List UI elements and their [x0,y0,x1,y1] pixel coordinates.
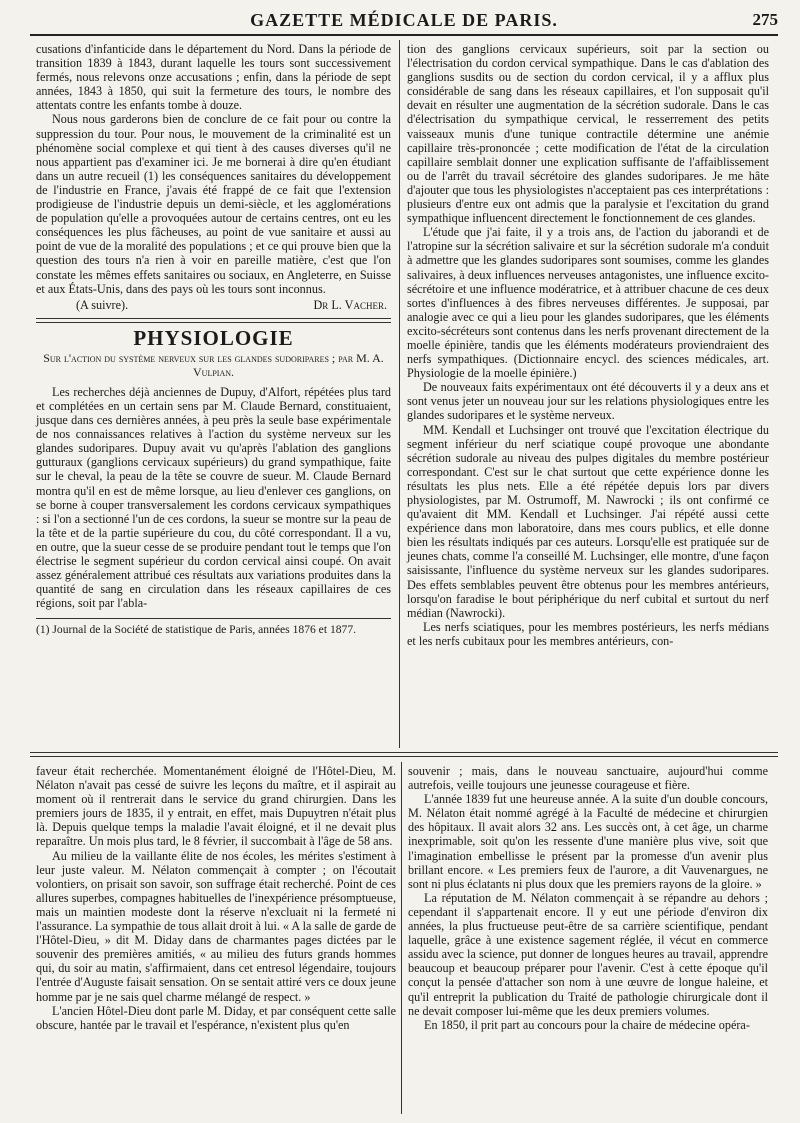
paragraph: Au milieu de la vaillante élite de nos écoles, les mérites s'estiment à leur juste valeur. M. Nélaton commençait à compter ; on l'écoutait volontiers, on prisait son savoir, son suffrage était recherché. Point de ces allures superbes, compagnes habituelles de l'inexpérience présomptueuse, mais un maintien modeste dont la réserve n'excluait ni la fermeté ni l'assurance. La sympathie de tous allait droit à lui. « A la salle de garde de l'Hôtel-Dieu, » dit M. Diday dans de charmantes pages dictées par le souvenir des premières amitiés, « au milieu des futurs grands hommes qui, du soir au matin, s'affirmaient, dans cet entresol légendaire, toujours l'entrée d'Auguste faisait sensation. On se sentait attiré vers ce doux jeune homme par je ne sais quel charme mélangé de respect. » [36,848,396,1004]
article-subtitle: Sur l'action du système nerveux sur les glandes sudoripares ; par M. A. Vulpian. [43,350,384,379]
column-divider [401,762,402,1114]
author-signature: Dr L. Vacher. [313,297,387,312]
paragraph: Les recherches déjà anciennes de Dupuy, d'Alfort, répétées plus tard et complétées en un certain sens par M. Claude Bernard, constituaient, jusque dans ces dernières années, à peu près la seule base expérimentale de nos connaissances relatives à l'action du système nerveux sur les glandes sudoripares. Dupuy avait vu qu'après l'ablation des ganglions gutturaux (ganglions cervicaux supérieurs) du grand sympathique, faite sur le cheval, la peau de la tête se couvre de sueur. M. Claude Bernard montra qu'il en est de même lorsque, au lieu d'enlever ces ganglions, on se borne à couper transversalement les cordons cervicaux sympathiques : si l'on a sectionné l'un de ces cordons, la sueur se montre sur la peau de la tête et de la partie supérieure du cou, du côté correspondant. Il a vu, en outre, que la sueur cesse de se produire pendant tout le temps que l'on électrise le segment supérieur du cordon cervical ainsi coupé. On avait assez généralement attribué ces résultats aux variations produites dans la quantité de sang en circulation dans les réseaux capillaires de ces régions, soit par l'abla- [36,384,391,611]
column-upper-right [407,42,769,648]
section-title: PHYSIOLOGIE [133,325,294,350]
feuilleton-rule-top [30,752,778,753]
section-divider [36,318,391,323]
page-header [30,8,778,36]
paragraph: Les nerfs sciatiques, pour les membres postérieurs, les nerfs médians et les nerfs cubitaux pour les membres antérieurs, con- [407,619,769,648]
paragraph: Nous nous garderons bien de conclure de ce fait pour ou contre la suppression du tour. Pour nous, le mouvement de la criminalité est un phénomène social complexe et qui tient à des causes diverses qu'il ne nous appartient pas d'examiner ici. Je me bornerai à dire qu'en étudiant dans un autre recueil (1) les conséquences sanitaires du développement de l'industrie en France, j'avais été frappé de ce fait que l'extension prodigieuse de l'industrie depuis un demi-siècle, et les agglomérations de population qu'elle a provoquées autour de certains centres, ont eu les conséquences les plus fâcheuses, au point de vue sanitaire et aussi au point de vue de la moralité des populations ; et ce qui prouve bien que la question des tours n'a rien à voir en pareille matière, c'est que l'on constate les mêmes effets sanitaires ou sociaux, en Angleterre, en Suisse et aux États-Unis, dans des pays où les tours sont inconnus. [36,112,391,296]
footnote-divider [36,618,391,619]
paragraph: L'étude que j'ai faite, il y a trois ans, de l'action du jaborandi et de l'atropine sur la sécrétion salivaire et sur la sécrétion sudorale m'a conduit à admettre que les glandes sudoripares sont soumises, comme les glandes salivaires, à deux influences nerveuses antagonistes, une influence excito-sécrétoire et une influence modératrice, et à attribuer chacune de ces deux sortes d'influences à des fibres nerveuses différentes. Je supposai, par analogie avec ce qui a lieu pour les glandes sudoripares, que les éléments excito-sécréteurs sont contenus dans les nerfs provenant directement de la moelle épinière, tandis que les éléments modérateurs proviendraient des nerfs sympathiques. (Dictionnaire encycl. des sciences médicales, art. Physiologie de la moelle épinière.) [407,225,769,381]
column-divider [399,40,400,748]
column-lower-left [36,764,396,1032]
paragraph: MM. Kendall et Luchsinger ont trouvé que l'excitation électrique du segment inférieur du nerf sciatique coupé provoque une abondante sécrétion sudorale au niveau des pulpes digitales du membre postérieur correspondant. C'est sur le chat surtout que cette expérience donne les résultats les plus nets. Elle a été répétée depuis lors par divers physiologistes, par M. Ostrumoff, M. Nawrocki ; ils ont confirmé ce qu'avaient dit MM. Kendall et Luchsinger. J'ai répété aussi cette expérience dans mon laboratoire, dans mes cours publics, et elle donne bien les résultats indiqués par ces auteurs. Lorsqu'elle est pratiquée sur de jeunes chats, comme l'a conseillé M. Luchsinger, elle montre, d'une façon saisissante, l'influence du système nerveux sur les glandes sudoripares. Des effets semblables peuvent être obtenus pour les membres antérieurs, lorsqu'on faradise le bout périphérique du nerf cubital et surtout du nerf médian (Nawrocki). [407,422,769,620]
column-lower-right [408,764,768,1032]
paragraph: La réputation de M. Nélaton commençait à se répandre au dehors ; cependant il s'appartenait encore. Il y eut une période d'environ dix années, la plus fructueuse peut-être de sa carrière scientifique, pendant laquelle, grâce à une existence sagement réglée, il vécut en commerce assidu avec la science, put donner de longues heures au travail, apprendre beaucoup et beaucoup préparer pour l'avenir. C'est à cette époque qu'il conçut la pensée d'attacher son nom à une œuvre de longue haleine, et qu'il entreprit la publication du Traité de pathologie chirurgicale dont il ne devait composer lui-même que les deux premiers volumes. [408,890,768,1018]
journal-title: GAZETTE MÉDICALE DE PARIS. [250,10,558,30]
paragraph: L'ancien Hôtel-Dieu dont parle M. Diday, et par conséquent cette salle obscure, hantée par le travail et l'espérance, n'existent plus qu'en [36,1003,396,1032]
to-be-continued: (A suivre). [76,297,129,312]
page-number: 275 [752,10,778,29]
paragraph: En 1850, il prit part au concours pour la chaire de médecine opéra- [424,1017,750,1032]
column-upper-left [36,42,391,637]
footnote: (1) Journal de la Société de statistique de Paris, années 1876 et 1877. [36,623,357,637]
article-signature-line [36,296,391,312]
paragraph: L'année 1839 fut une heureuse année. A la suite d'un double concours, M. Nélaton était nommé agrégé à la Faculté de médecine et chirurgien des hôpitaux. Il avait alors 32 ans. Les succès ont, à cet âge, un charme inexprimable, soit qu'on les ressente d'une manière plus vive, soit que l'imagination embellisse le présent par la promesse d'un avenir plus brillant encore. « Les premiers feux de l'aurore, a dit Vauvenargues, ne sont ni plus éclatants ni plus doux que les premiers rayons de la gloire. » [408,792,768,891]
paragraph: cusations d'infanticide dans le département du Nord. Dans la période de transition 1839 à 1843, durant laquelle les tours sont successivement fermés, nous relevons onze accusations ; enfin, dans la période de sept années, 1843 à 1850, qui suit la fermeture des tours, le nombre des attentats contre les enfants tombe à douze. [36,42,391,113]
paragraph: tion des ganglions cervicaux supérieurs, soit par la section ou l'électrisation du cordon cervical sympathique. Dans le cas d'ablation des ganglions susdits ou de section du cordon cervical, il y a afflux plus considérable de sang dans les réseaux capillaires, et l'on supposait qu'il devait en résulter une augmentation de la sécrétion sudorale. Dans le cas d'électrisation du sympathique cervical, le resserrement des petits vaisseaux munis d'une tunique contractile détermine une anémie capillaire très-prononcée ; cette modification de l'état de la circulation capillaire semblait donner une explication suffisante de l'affaiblissement ou de l'arrêt du travail sécrétoire des glandes sudoripares. Je me hâte d'ajouter que tous les physiologistes n'acceptaient pas ces interprétations : plusieurs d'entre eux ont admis que la paralysie et l'excitation du grand sympathique influencent directement le fonctionnement de ces glandes. [407,42,769,226]
paragraph: faveur était recherchée. Momentanément éloigné de l'Hôtel-Dieu, M. Nélaton n'avait pas cessé de suivre les leçons du maître, et il aspirait au moment où il rentrerait dans le service du grand chirurgien. Dans les premiers jours de 1835, il y entrait, en effet, mais Dupuytren n'était plus là. Depuis quelque temps la maladie l'avait éloigné, et il ne devait plus reparaître. Un mois plus tard, le 8 février, il succombait à l'âge de 58 ans. [36,764,396,849]
feuilleton-rule-bottom [30,756,778,757]
paragraph: souvenir ; mais, dans le nouveau sanctuaire, aujourd'hui comme autrefois, veille toujours une jeunesse courageuse et fière. [408,764,768,793]
paragraph: De nouveaux faits expérimentaux ont été découverts il y a deux ans et sont venus jeter un nouveau jour sur les relations physiologiques entre les glandes sudoripares et le système nerveux. [407,380,769,423]
